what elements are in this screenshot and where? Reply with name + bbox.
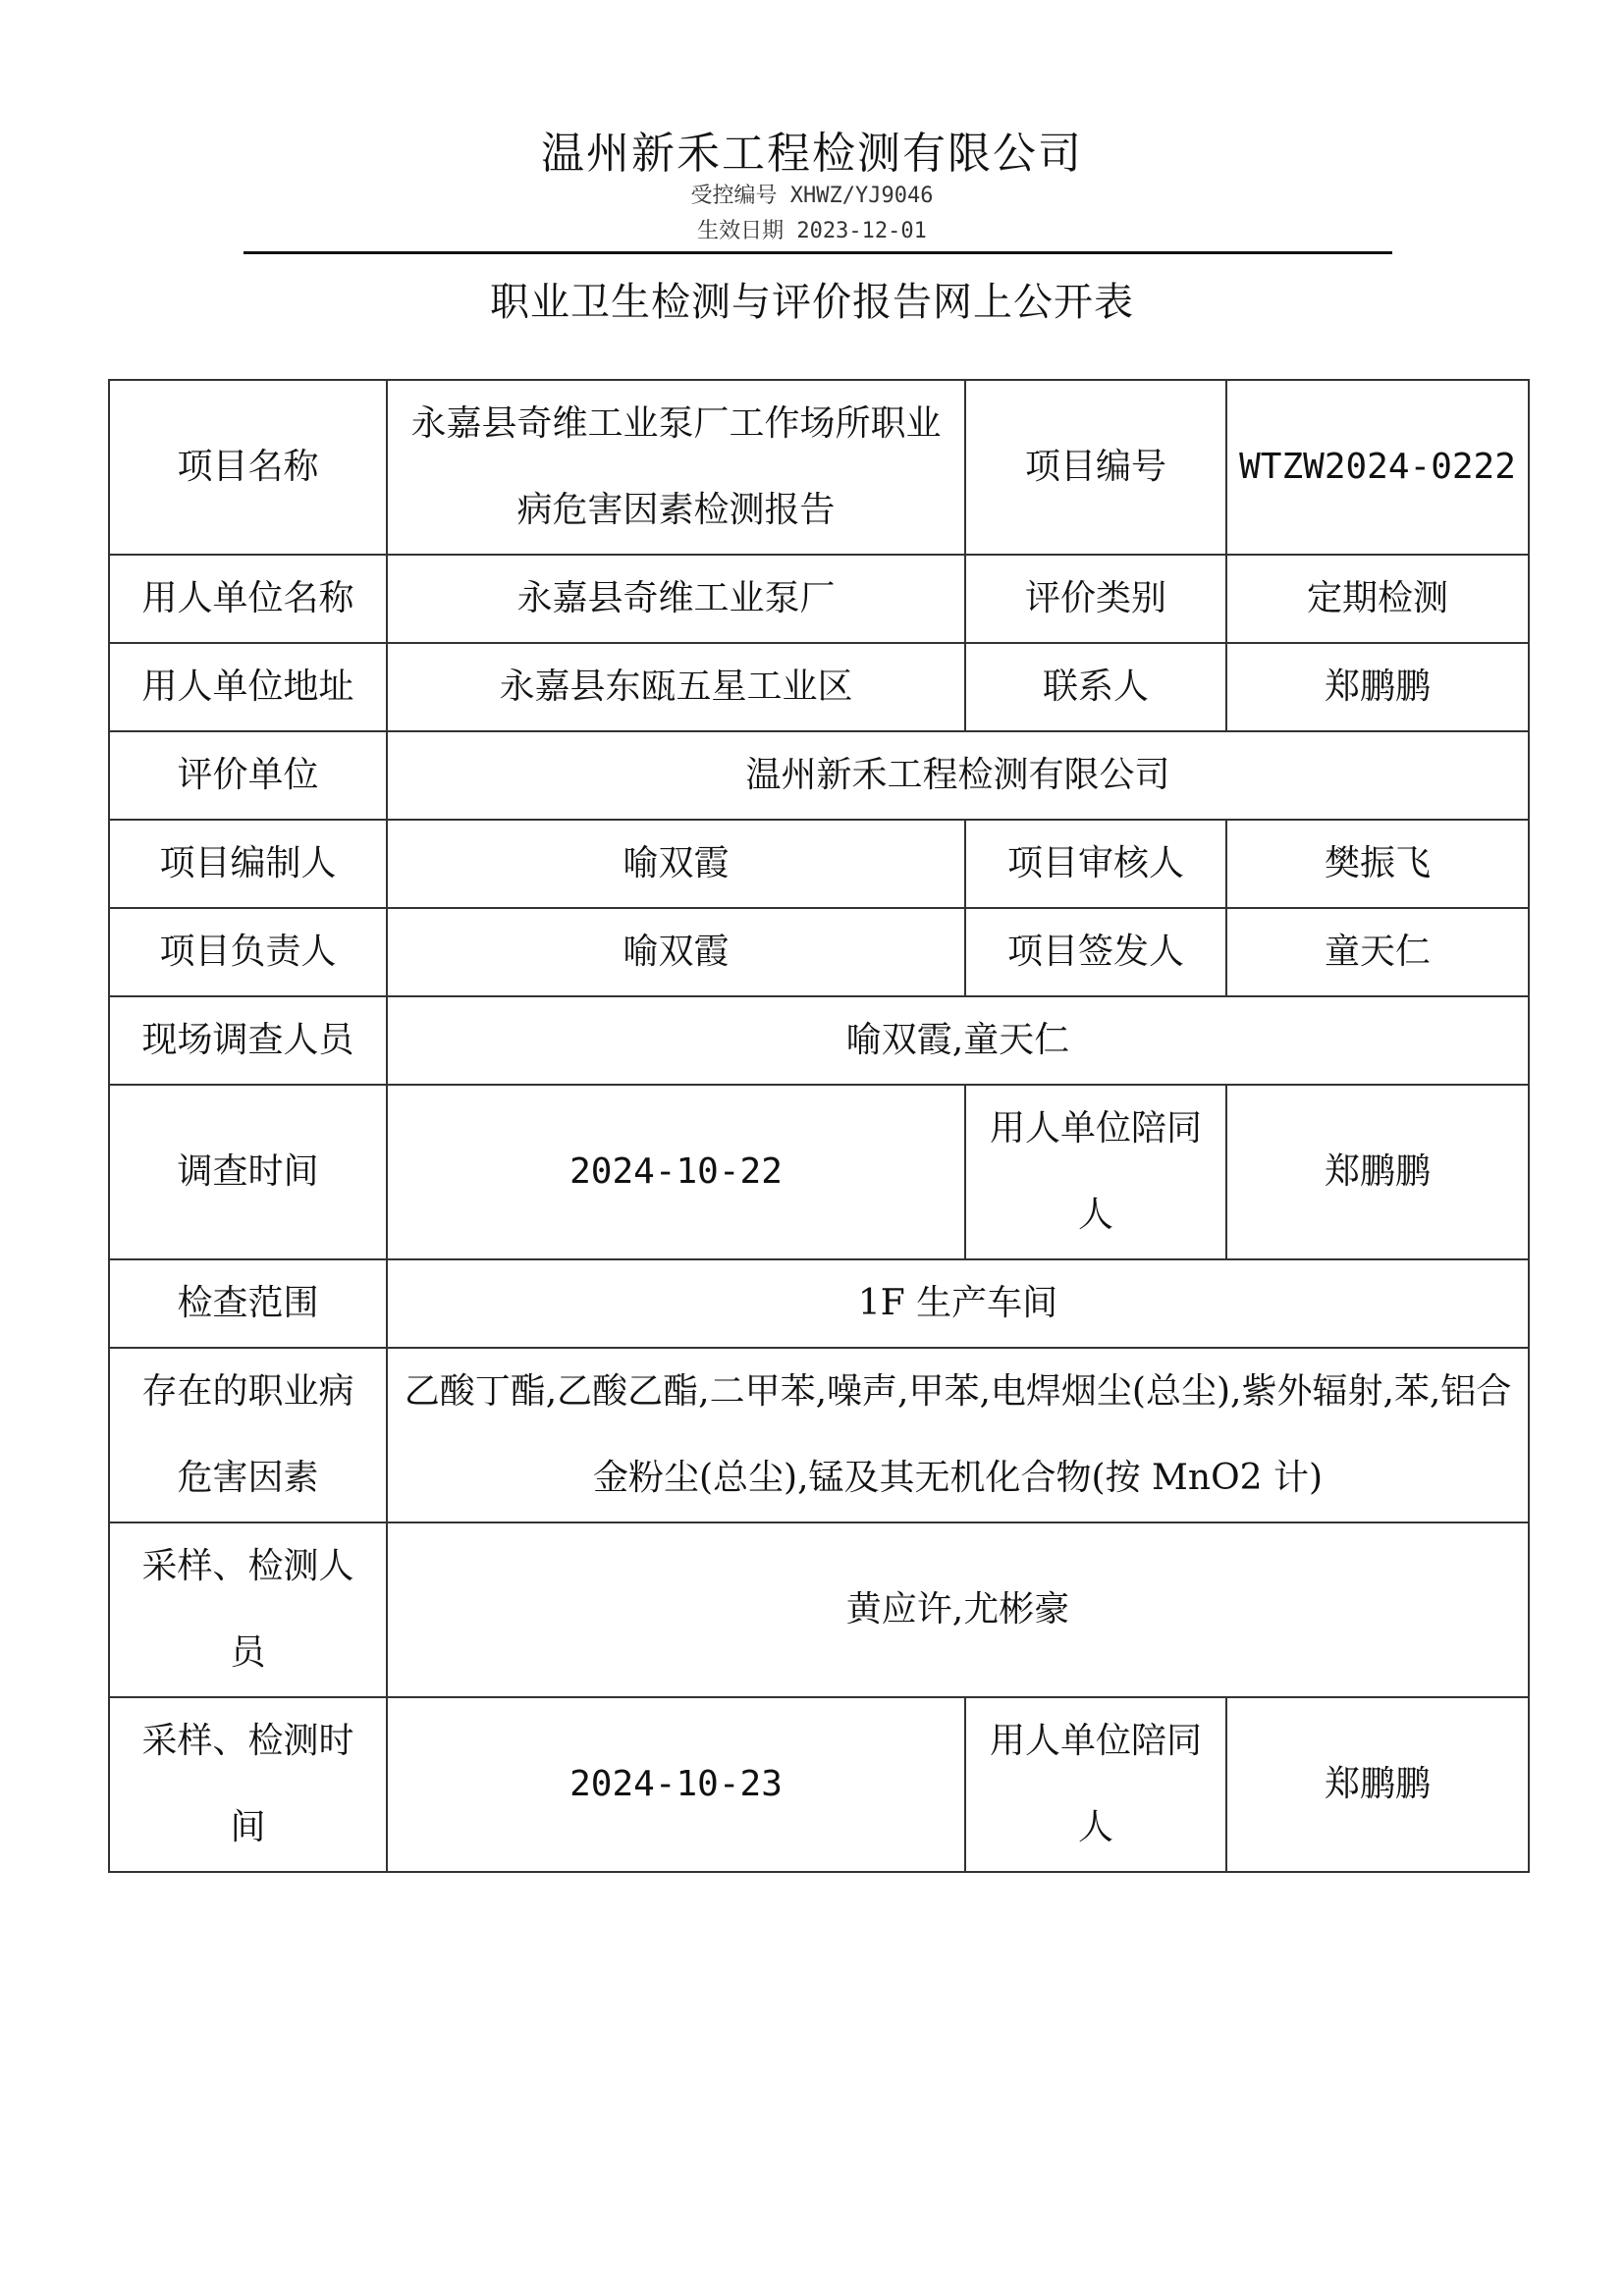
table-row (109, 908, 1529, 996)
compiler-value: 喻双霞 (387, 820, 965, 908)
table-row (109, 1348, 1529, 1522)
eval-org-label: 评价单位 (109, 731, 387, 820)
escort2-value: 郑鹏鹏 (1226, 1697, 1529, 1872)
header-rule (244, 251, 1392, 254)
info-table (108, 379, 1530, 1873)
hazards-value: 乙酸丁酯,乙酸乙酯,二甲苯,噪声,甲苯,电焊烟尘(总尘),紫外辐射,苯,铝合金粉尘(总尘),锰及其无机化合物(按 MnO2 计) (387, 1348, 1529, 1522)
table-row (109, 731, 1529, 820)
table-row (109, 996, 1529, 1085)
eval-org-value: 温州新禾工程检测有限公司 (387, 731, 1529, 820)
lead-value: 喻双霞 (387, 908, 965, 996)
survey-staff-label: 现场调查人员 (109, 996, 387, 1085)
escort-value: 郑鹏鹏 (1226, 1085, 1529, 1259)
table-row (109, 1697, 1529, 1872)
table-row (109, 555, 1529, 643)
scope-value: 1F 生产车间 (387, 1259, 1529, 1348)
escort2-label: 用人单位陪同人 (965, 1697, 1226, 1872)
project-no-value: WTZW2024-0222 (1226, 380, 1529, 555)
table-row (109, 1085, 1529, 1259)
escort-label: 用人单位陪同人 (965, 1085, 1226, 1259)
contact-label: 联系人 (965, 643, 1226, 731)
table-row (109, 820, 1529, 908)
compiler-label: 项目编制人 (109, 820, 387, 908)
company-name: 温州新禾工程检测有限公司 (541, 129, 1083, 179)
table-row (109, 380, 1529, 555)
effective-date: 生效日期 2023-12-01 (697, 219, 927, 243)
sampling-time-value: 2024-10-23 (387, 1697, 965, 1872)
issuer-value: 童天仁 (1226, 908, 1529, 996)
sampling-staff-value: 黄应许,尤彬豪 (387, 1522, 1529, 1697)
sampling-time-label: 采样、检测时间 (109, 1697, 387, 1872)
employer-address-label: 用人单位地址 (109, 643, 387, 731)
project-name-label: 项目名称 (109, 380, 387, 555)
employer-name-label: 用人单位名称 (109, 555, 387, 643)
survey-time-value: 2024-10-22 (387, 1085, 965, 1259)
table-row (109, 1522, 1529, 1697)
project-name-value: 永嘉县奇维工业泵厂工作场所职业病危害因素检测报告 (387, 380, 965, 555)
project-no-label: 项目编号 (965, 380, 1226, 555)
survey-staff-value: 喻双霞,童天仁 (387, 996, 1529, 1085)
eval-type-value: 定期检测 (1226, 555, 1529, 643)
employer-address-value: 永嘉县东瓯五星工业区 (387, 643, 965, 731)
contact-value: 郑鹏鹏 (1226, 643, 1529, 731)
control-number: 受控编号 XHWZ/YJ9046 (690, 184, 934, 208)
employer-name-value: 永嘉县奇维工业泵厂 (387, 555, 965, 643)
sampling-staff-label: 采样、检测人员 (109, 1522, 387, 1697)
reviewer-label: 项目审核人 (965, 820, 1226, 908)
document-title: 职业卫生检测与评价报告网上公开表 (490, 280, 1134, 325)
table-row (109, 1259, 1529, 1348)
eval-type-label: 评价类别 (965, 555, 1226, 643)
survey-time-label: 调查时间 (109, 1085, 387, 1259)
hazards-label: 存在的职业病危害因素 (109, 1348, 387, 1522)
table-row (109, 643, 1529, 731)
lead-label: 项目负责人 (109, 908, 387, 996)
reviewer-value: 樊振飞 (1226, 820, 1529, 908)
issuer-label: 项目签发人 (965, 908, 1226, 996)
scope-label: 检查范围 (109, 1259, 387, 1348)
